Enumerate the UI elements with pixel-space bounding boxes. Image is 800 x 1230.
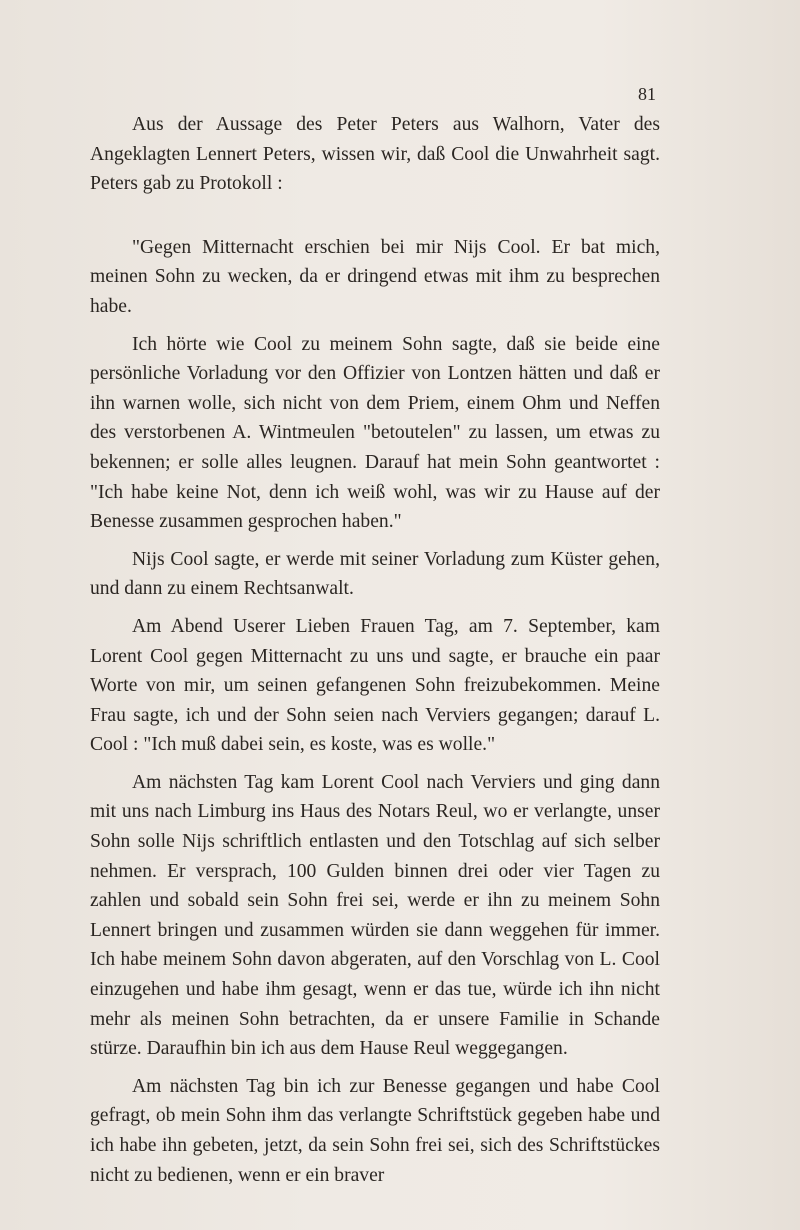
- paragraph-september: Am Abend Userer Lieben Frauen Tag, am 7. September, kam Lorent Cool gegen Mitternacht zu uns und sagte, er brauche ein paar Worte von mir, um seinen gefangenen Sohn freizubekommen. Meine Frau sagte, ich und der Sohn seien nach Verviers gegangen; darauf L. Cool : "Ich muß dabei sein, es koste, was es wolle.": [90, 615, 660, 756]
- page-number: 81: [638, 84, 656, 104]
- paragraph-limburg: Am nächsten Tag kam Lorent Cool nach Verviers und ging dann mit uns nach Limburg ins Haus des Notars Reul, wo er verlangte, unser Sohn solle Nijs schriftlich entlasten und den Totschlag auf sich selber nehmen. Er versprach, 100 Gulden binnen drei oder vier Tagen zu zahlen und sobald sein Sohn frei sei, werde er ihn zu meinem Sohn Lennert bringen und zusammen würden sie dann weggehen für immer. Ich habe meinem Sohn davon abgeraten, auf den Vorschlag von L. Cool einzugehen und habe ihm gesagt, wenn er das tue, würde ich ihn nicht mehr als meinen Sohn betrachten, da er unsere Familie in Schande stürze. Daraufhin bin ich aus dem Hause Reul weggegangen.: [90, 771, 660, 1060]
- body-text: [90, 110, 660, 1190]
- paragraph-intro: Aus der Aussage des Peter Peters aus Walhorn, Vater des Angeklagten Lennert Peters, wissen wir, daß Cool die Unwahrheit sagt. Peters gab zu Protokoll :: [90, 114, 660, 195]
- paragraph-vorladung: Ich hörte wie Cool zu meinem Sohn sagte, daß sie beide eine persönliche Vorladung vor den Offizier von Lontzen hätten und daß er ihn warnen wolle, sich nicht von dem Priem, einem Ohm und Neffen des verstorbenen A. Wintmeulen "betoutelen" zu lassen, um etwas zu bekennen; er solle alles leugnen. Darauf hat mein Sohn geantwortet : "Ich habe keine Not, denn ich weiß wohl, was wir zu Hause auf der Benesse zusammen gesprochen haben.": [90, 333, 660, 533]
- paragraph-benesse: Am nächsten Tag bin ich zur Benesse gegangen und habe Cool gefragt, ob mein Sohn ihm das verlangte Schriftstück gegeben habe und ich habe ihn gebeten, jetzt, da sein Sohn frei sei, sich des Schriftstückes nicht zu bedienen, wenn er ein braver: [90, 1075, 660, 1186]
- paragraph-kuester: Nijs Cool sagte, er werde mit seiner Vorladung zum Küster gehen, und dann zu einem Rechtsanwalt.: [90, 548, 660, 600]
- paragraph-quote-start: "Gegen Mitternacht erschien bei mir Nijs Cool. Er bat mich, meinen Sohn zu wecken, da er dringend etwas mit ihm zu besprechen habe.: [90, 236, 660, 317]
